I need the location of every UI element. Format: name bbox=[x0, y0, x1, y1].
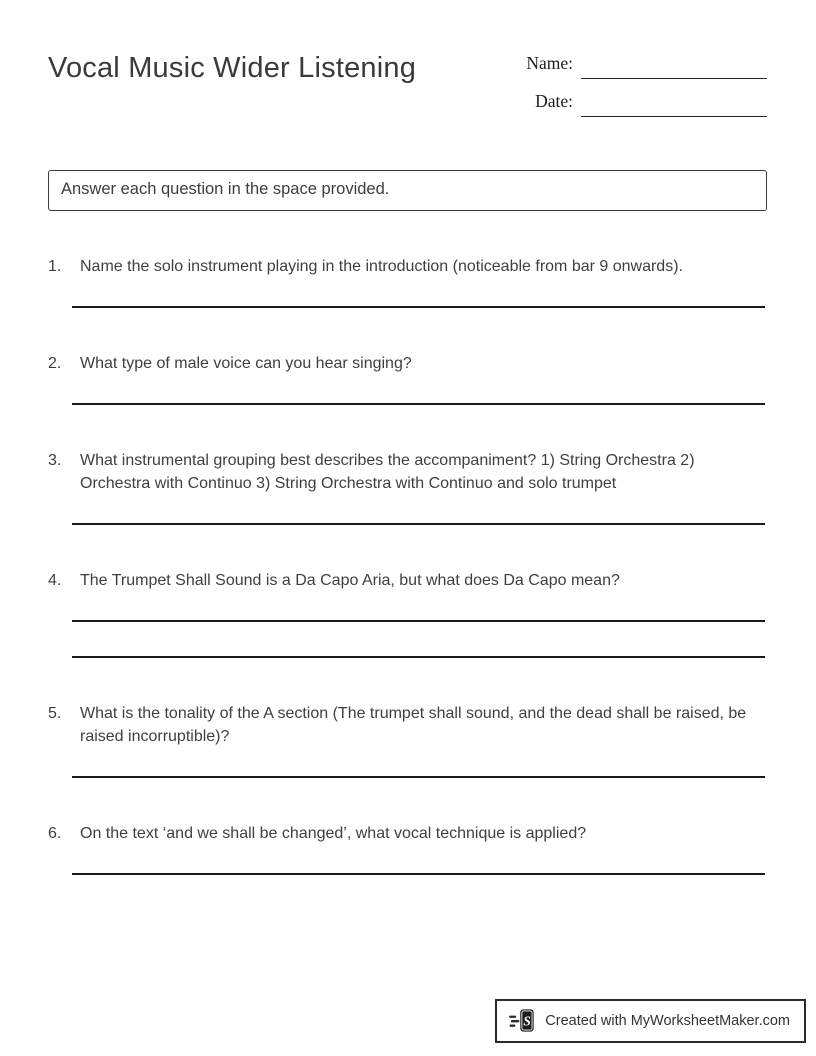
answer-line[interactable] bbox=[72, 873, 765, 875]
answer-line[interactable] bbox=[72, 656, 765, 658]
name-date-fields bbox=[517, 48, 767, 128]
date-label: Date: bbox=[535, 91, 573, 111]
question-text: Name the solo instrument playing in the introduction (noticeable from bar 9 onwards). bbox=[80, 258, 683, 275]
question-4 bbox=[48, 569, 767, 658]
question-6 bbox=[48, 822, 767, 875]
question-number: 6. bbox=[48, 825, 62, 842]
question-text: What instrumental grouping best describes the accompaniment? 1) String Orchestra 2) Orchestra with Continuo 3) String Orchestra with Continuo and solo trumpet bbox=[80, 452, 695, 492]
question-text: What is the tonality of the A section (The trumpet shall sound, and the dead shall be raised, be raised incorruptible)? bbox=[80, 705, 747, 745]
answer-line[interactable] bbox=[72, 620, 765, 622]
question-text: The Trumpet Shall Sound is a Da Capo Aria, but what does Da Capo mean? bbox=[80, 572, 620, 589]
question-number: 3. bbox=[48, 452, 62, 469]
question-number: 2. bbox=[48, 355, 62, 372]
question-3 bbox=[48, 449, 767, 525]
name-label: Name: bbox=[526, 53, 573, 73]
instructions-box bbox=[48, 170, 767, 211]
question-1 bbox=[48, 255, 767, 308]
question-5 bbox=[48, 702, 767, 778]
question-text: On the text ‘and we shall be changed’, what vocal technique is applied? bbox=[80, 825, 587, 842]
svg-text:S: S bbox=[523, 1013, 532, 1029]
question-text: What type of male voice can you hear singing? bbox=[80, 355, 412, 372]
credit-text: Created with MyWorksheetMaker.com bbox=[545, 1012, 790, 1029]
instructions-text: Answer each question in the space provided. bbox=[61, 180, 390, 198]
page-title: Vocal Music Wider Listening bbox=[48, 52, 417, 84]
question-number: 1. bbox=[48, 258, 62, 275]
answer-line[interactable] bbox=[72, 403, 765, 405]
date-input-line[interactable] bbox=[581, 95, 767, 117]
question-2 bbox=[48, 352, 767, 405]
question-number: 4. bbox=[48, 572, 62, 589]
answer-line[interactable] bbox=[72, 776, 765, 778]
question-number: 5. bbox=[48, 705, 62, 722]
name-input-line[interactable] bbox=[581, 57, 767, 79]
worksheet-maker-logo-icon bbox=[509, 1008, 536, 1033]
date-field-row bbox=[517, 90, 767, 112]
name-field-row bbox=[517, 52, 767, 74]
answer-line[interactable] bbox=[72, 306, 765, 308]
header bbox=[48, 48, 767, 128]
credit-badge bbox=[495, 999, 806, 1043]
answer-line[interactable] bbox=[72, 523, 765, 525]
